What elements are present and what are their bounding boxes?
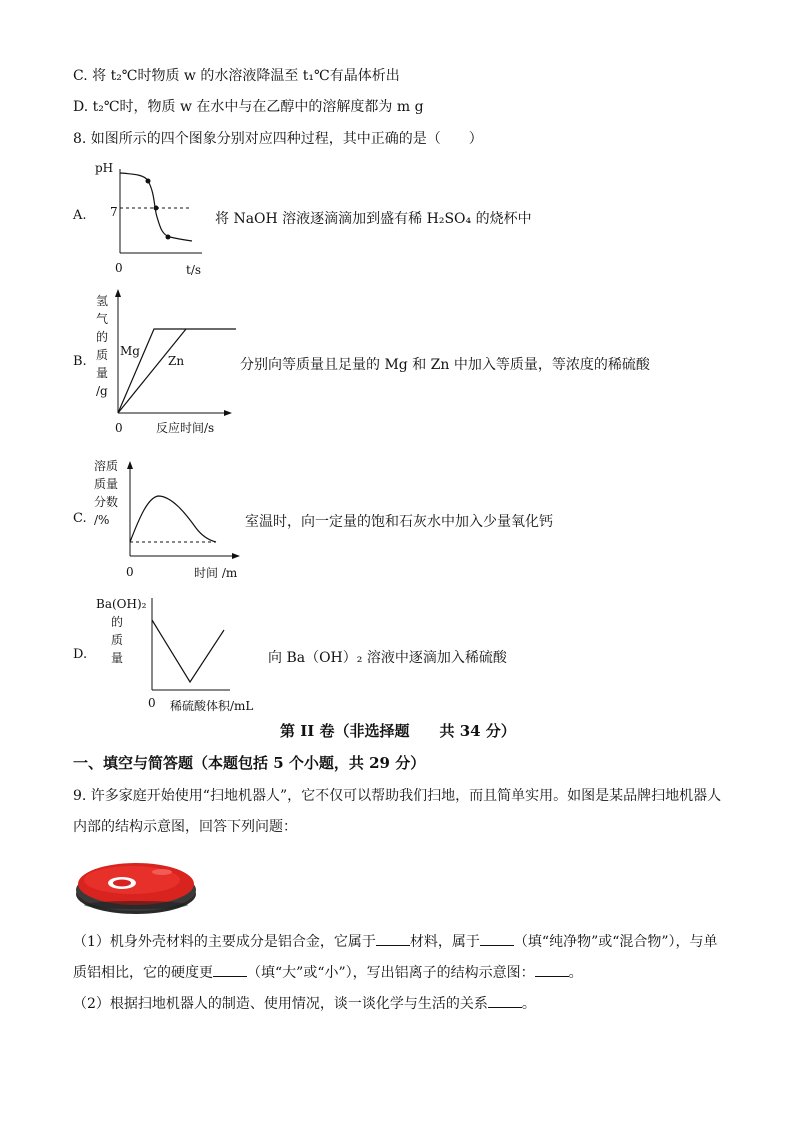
graph-d-xlabel: 稀硫酸体积/mL [170, 699, 254, 713]
graph-a-ref-tick: 7 [110, 205, 118, 219]
q9-part1-text: （1）机身外壳材料的主要成分是铝合金，它属于 [73, 934, 376, 950]
q9-part1-text: 质铝相比，它的硬度更 [73, 965, 213, 981]
graph-a-ylabel: pH [95, 161, 114, 175]
graph-c-ylabel-line: 质量 [94, 477, 119, 491]
q9-part1-line2 [73, 964, 583, 982]
graph-d [90, 592, 270, 717]
graph-a-point [154, 206, 159, 211]
graph-a-origin: 0 [115, 261, 123, 275]
q8-stem: 8. 如图所示的四个图象分别对应四种过程，其中正确的是（ ） [73, 131, 483, 147]
option-d-text: D. t₂℃时，物质 w 在水中与在乙醇中的溶解度都为 m g [73, 99, 424, 115]
graph-a-point [146, 179, 151, 184]
robot-vacuum-image [72, 850, 202, 920]
graph-d-ylabel-line: 质 [111, 633, 124, 647]
graph-b-ylabel-char: 质 [96, 348, 109, 362]
graph-b-series-zn: Zn [168, 354, 185, 368]
graph-c-origin: 0 [126, 565, 134, 579]
graph-b-series-mg: Mg [120, 344, 140, 358]
q8-option-c-desc: 室温时，向一定量的饱和石灰水中加入少量氧化钙 [245, 514, 553, 530]
graph-b [90, 285, 250, 440]
q8-option-a-letter[interactable]: A. [73, 208, 87, 223]
graph-b-mg-line [118, 329, 236, 413]
graph-d-ylabel-line: 量 [111, 651, 124, 665]
graph-c-ylabel-line: /% [94, 513, 110, 527]
graph-b-zn-line [118, 329, 186, 413]
graph-d-line [152, 620, 224, 682]
graph-a-point [166, 235, 171, 240]
q8-option-c-letter[interactable]: C. [73, 511, 87, 526]
option-c-text: C. 将 t₂℃时物质 w 的水溶液降温至 t₁℃有晶体析出 [73, 68, 400, 84]
graph-b-origin: 0 [115, 421, 123, 435]
graph-b-xlabel: 反应时间/s [156, 421, 215, 435]
answer-blank-relation[interactable] [488, 995, 522, 1008]
graph-c-ylabel-line: 分数 [94, 495, 119, 509]
q9-part1-text: （填“大”或“小”），写出铝离子的结构示意图： [247, 965, 535, 981]
graph-b-ylabel-char: 量 [96, 366, 109, 380]
graph-b-ylabel-char: 的 [96, 330, 109, 344]
answer-blank-substance-type[interactable] [480, 933, 514, 946]
graph-b-ylabel-char: /g [96, 384, 108, 398]
q8-option-a-desc: 将 NaOH 溶液逐滴滴加到盛有稀 H₂SO₄ 的烧杯中 [215, 211, 532, 227]
section-title: 第 II 卷（非选择题 共 34 分） [280, 722, 516, 740]
q9-part1-text: 材料，属于 [409, 934, 480, 950]
q9-line1: 9. 许多家庭开始使用“扫地机器人”，它不仅可以帮助我们扫地，而且简单实用。如图是某品牌扫地机器人 [73, 788, 722, 804]
answer-blank-ion-diagram[interactable] [535, 964, 569, 977]
graph-d-origin: 0 [148, 696, 156, 710]
q9-part1-text: 。 [568, 965, 583, 981]
q9-part2-text: 。 [521, 996, 536, 1012]
q9-part2-text: （2）根据扫地机器人的制造、使用情况，谈一谈化学与生活的关系 [73, 996, 488, 1012]
q8-option-b-letter[interactable]: B. [73, 354, 87, 369]
answer-blank-material[interactable] [376, 933, 410, 946]
graph-b-ylabel-char: 氢 [96, 294, 109, 308]
q8-option-d-desc: 向 Ba（OH）₂ 溶液中逐滴加入稀硫酸 [268, 650, 507, 666]
q9-part2 [73, 995, 536, 1013]
graph-d-ylabel-line: 的 [111, 615, 124, 629]
graph-a-xlabel: t/s [186, 263, 202, 277]
q9-part1-line1 [73, 933, 718, 951]
graph-a [90, 155, 220, 280]
section-heading: 一、填空与简答题（本题包括 5 个小题，共 29 分） [73, 754, 426, 772]
graph-b-ylabel-char: 气 [96, 312, 109, 326]
q9-part1-text: （填“纯净物”或“混合物”），与单 [513, 934, 718, 950]
graph-c-xlabel: 时间 /m [194, 566, 238, 580]
q9-line2: 内部的结构示意图，回答下列问题： [73, 819, 297, 835]
graph-c-curve [130, 496, 216, 542]
q8-option-b-desc: 分别向等质量且足量的 Mg 和 Zn 中加入等质量，等浓度的稀硫酸 [240, 357, 650, 373]
graph-c-ylabel-line: 溶质 [94, 459, 119, 473]
q8-option-d-letter[interactable]: D. [73, 647, 88, 662]
graph-c [90, 456, 250, 584]
answer-blank-hardness[interactable] [213, 964, 247, 977]
graph-d-ylabel-line: Ba(OH)₂ [96, 597, 147, 611]
